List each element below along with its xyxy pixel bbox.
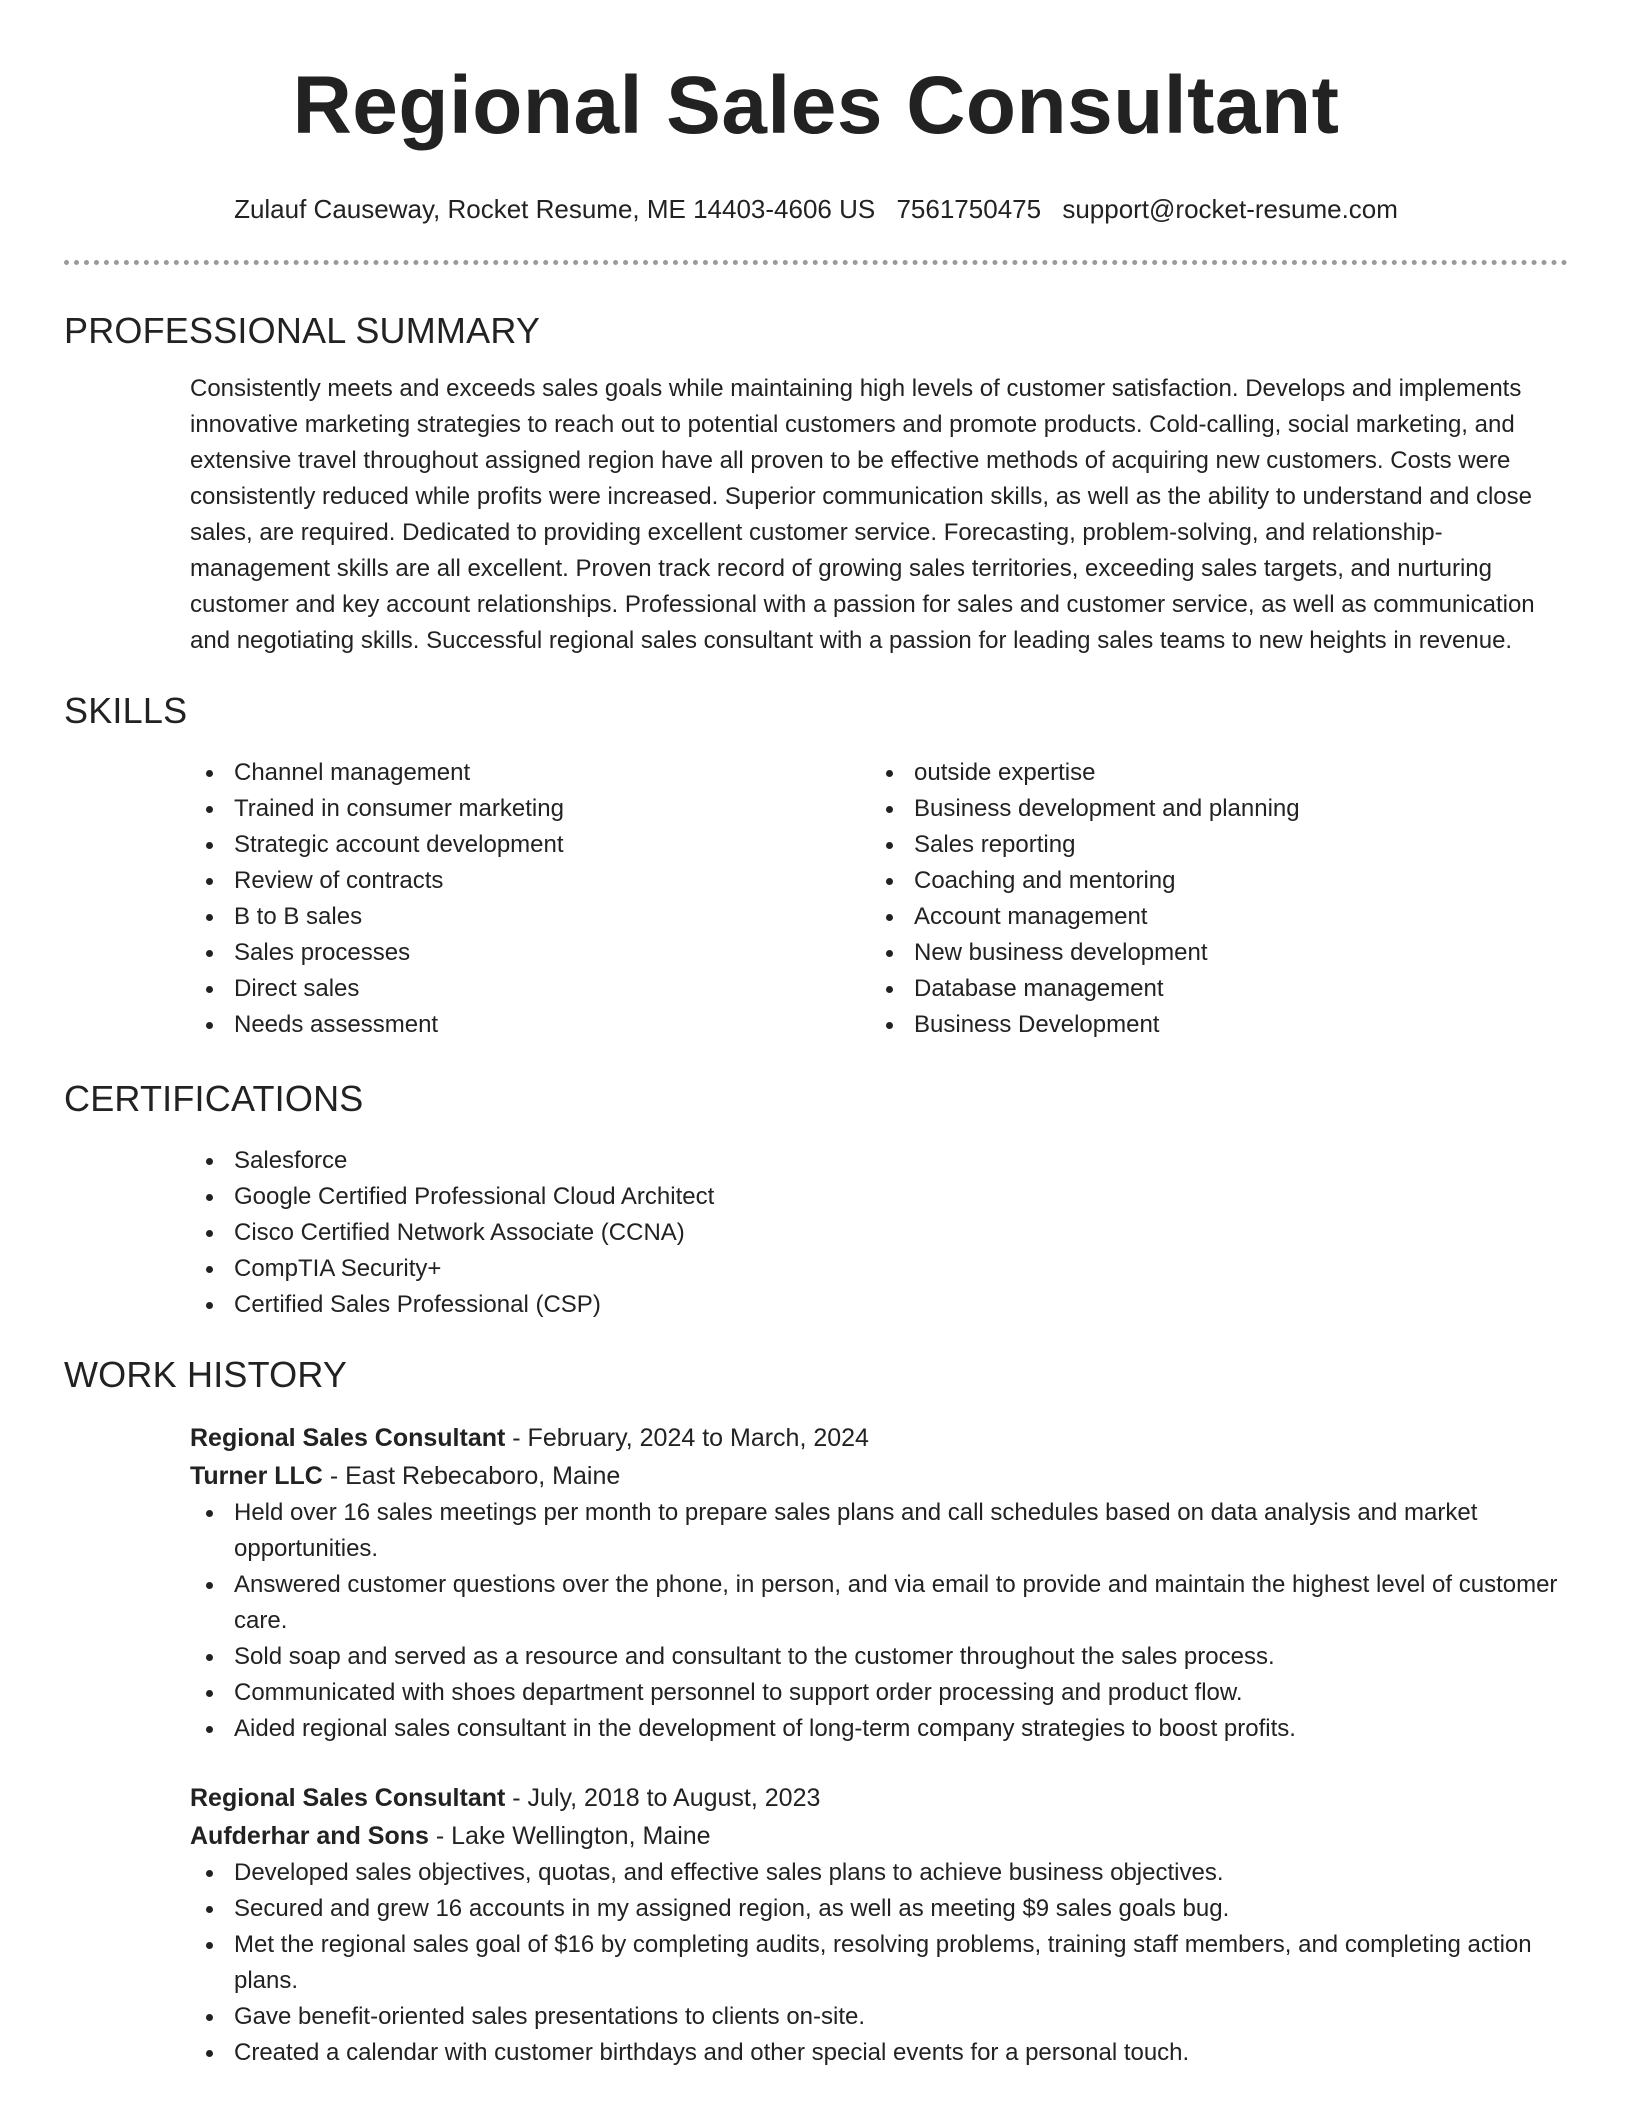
skill-item: Review of contracts: [190, 863, 870, 899]
job-entry: [190, 1419, 1568, 1747]
skill-item: Direct sales: [190, 971, 870, 1007]
header-divider: [64, 260, 1568, 265]
certifications-list: [190, 1143, 1568, 1323]
job-bullets: [190, 1495, 1568, 1747]
job-bullet: Held over 16 sales meetings per month to prepare sales plans and call schedules based on data analysis and market opportunities.: [190, 1495, 1568, 1567]
certifications-block: [190, 1143, 1568, 1323]
job-role: Regional Sales Consultant: [190, 1784, 506, 1812]
skill-item: outside expertise: [870, 755, 1550, 791]
job-role-line: [190, 1779, 1568, 1817]
job-entry: [190, 1779, 1568, 2071]
skill-item: Channel management: [190, 755, 870, 791]
job-company-line: [190, 1457, 1568, 1495]
job-location: - Lake Wellington, Maine: [428, 1822, 711, 1850]
job-dates: - February, 2024 to March, 2024: [505, 1424, 869, 1452]
section-title-work-history: WORK HISTORY: [64, 1354, 348, 1395]
skills-list-left: [190, 755, 870, 1043]
job-bullet: Gave benefit-oriented sales presentations to clients on-site.: [190, 1999, 1568, 2035]
skill-item: Business Development: [870, 1007, 1550, 1043]
job-bullets: [190, 1855, 1568, 2071]
section-title-skills: SKILLS: [64, 690, 188, 731]
summary-text: Consistently meets and exceeds sales goals while maintaining high levels of customer satisfaction. Develops and implements innovative marketing strategies to reach out to potential customers and promote products. Cold-calling, social marketing, and extensive travel throughout assigned region have all proven to be effective methods of acquiring new customers. Costs were consistently reduced while profits were increased. Superior communication skills, as well as the ability to understand and close sales, are required. Dedicated to providing excellent customer service. Forecasting, problem-solving, and relationship-management skills are all excellent. Proven track record of growing sales territories, exceeding sales targets, and nurturing customer and key account relationships. Professional with a passion for sales and customer service, as well as communication and negotiating skills. Successful regional sales consultant with a passion for leading sales teams to new heights in revenue.: [190, 375, 1535, 654]
skill-item: Database management: [870, 971, 1550, 1007]
job-company: Aufderhar and Sons: [190, 1822, 429, 1850]
job-company: Turner LLC: [190, 1462, 323, 1490]
job-company-line: [190, 1817, 1568, 1855]
job-bullet: Met the regional sales goal of $16 by completing audits, resolving problems, training staff members, and completing action plans.: [190, 1927, 1568, 1999]
skill-item: Trained in consumer marketing: [190, 791, 870, 827]
skill-item: B to B sales: [190, 899, 870, 935]
skill-item: New business development: [870, 935, 1550, 971]
job-bullet: Developed sales objectives, quotas, and effective sales plans to achieve business objectives.: [190, 1855, 1568, 1891]
job-bullet: Secured and grew 16 accounts in my assigned region, as well as meeting $9 sales goals bug.: [190, 1891, 1568, 1927]
resume-title: Regional Sales Consultant: [292, 60, 1340, 151]
contact-address: Zulauf Causeway, Rocket Resume, ME 14403-4606 US: [234, 194, 876, 224]
job-bullet: Aided regional sales consultant in the development of long-term company strategies to boost profits.: [190, 1711, 1568, 1747]
skill-item: Sales reporting: [870, 827, 1550, 863]
certification-item: CompTIA Security+: [190, 1251, 1568, 1287]
certification-item: Salesforce: [190, 1143, 1568, 1179]
certification-item: Google Certified Professional Cloud Architect: [190, 1179, 1568, 1215]
skill-item: Sales processes: [190, 935, 870, 971]
section-title-certifications: CERTIFICATIONS: [64, 1078, 364, 1119]
contact-email[interactable]: support@rocket-resume.com: [1062, 194, 1398, 224]
contact-line: [0, 192, 1632, 226]
job-role: Regional Sales Consultant: [190, 1424, 506, 1452]
job-bullet: Communicated with shoes department personnel to support order processing and product flow.: [190, 1675, 1568, 1711]
contact-phone[interactable]: 7561750475: [896, 194, 1042, 224]
skill-item: Business development and planning: [870, 791, 1550, 827]
job-bullet: Sold soap and served as a resource and consultant to the customer throughout the sales process.: [190, 1639, 1568, 1675]
skills-list-right: [870, 755, 1550, 1043]
skill-item: Strategic account development: [190, 827, 870, 863]
certification-item: Cisco Certified Network Associate (CCNA): [190, 1215, 1568, 1251]
job-dates: - July, 2018 to August, 2023: [505, 1784, 821, 1812]
job-location: - East Rebecaboro, Maine: [322, 1462, 621, 1490]
job-bullet: Created a calendar with customer birthdays and other special events for a personal touch.: [190, 2035, 1568, 2071]
job-bullet: Answered customer questions over the phone, in person, and via email to provide and maintain the highest level of customer care.: [190, 1567, 1568, 1639]
certification-item: Certified Sales Professional (CSP): [190, 1287, 1568, 1323]
skill-item: Coaching and mentoring: [870, 863, 1550, 899]
section-title-summary: PROFESSIONAL SUMMARY: [64, 310, 541, 351]
skill-item: Account management: [870, 899, 1550, 935]
skills-grid: [190, 755, 1568, 1043]
job-role-line: [190, 1419, 1568, 1457]
skill-item: Needs assessment: [190, 1007, 870, 1043]
